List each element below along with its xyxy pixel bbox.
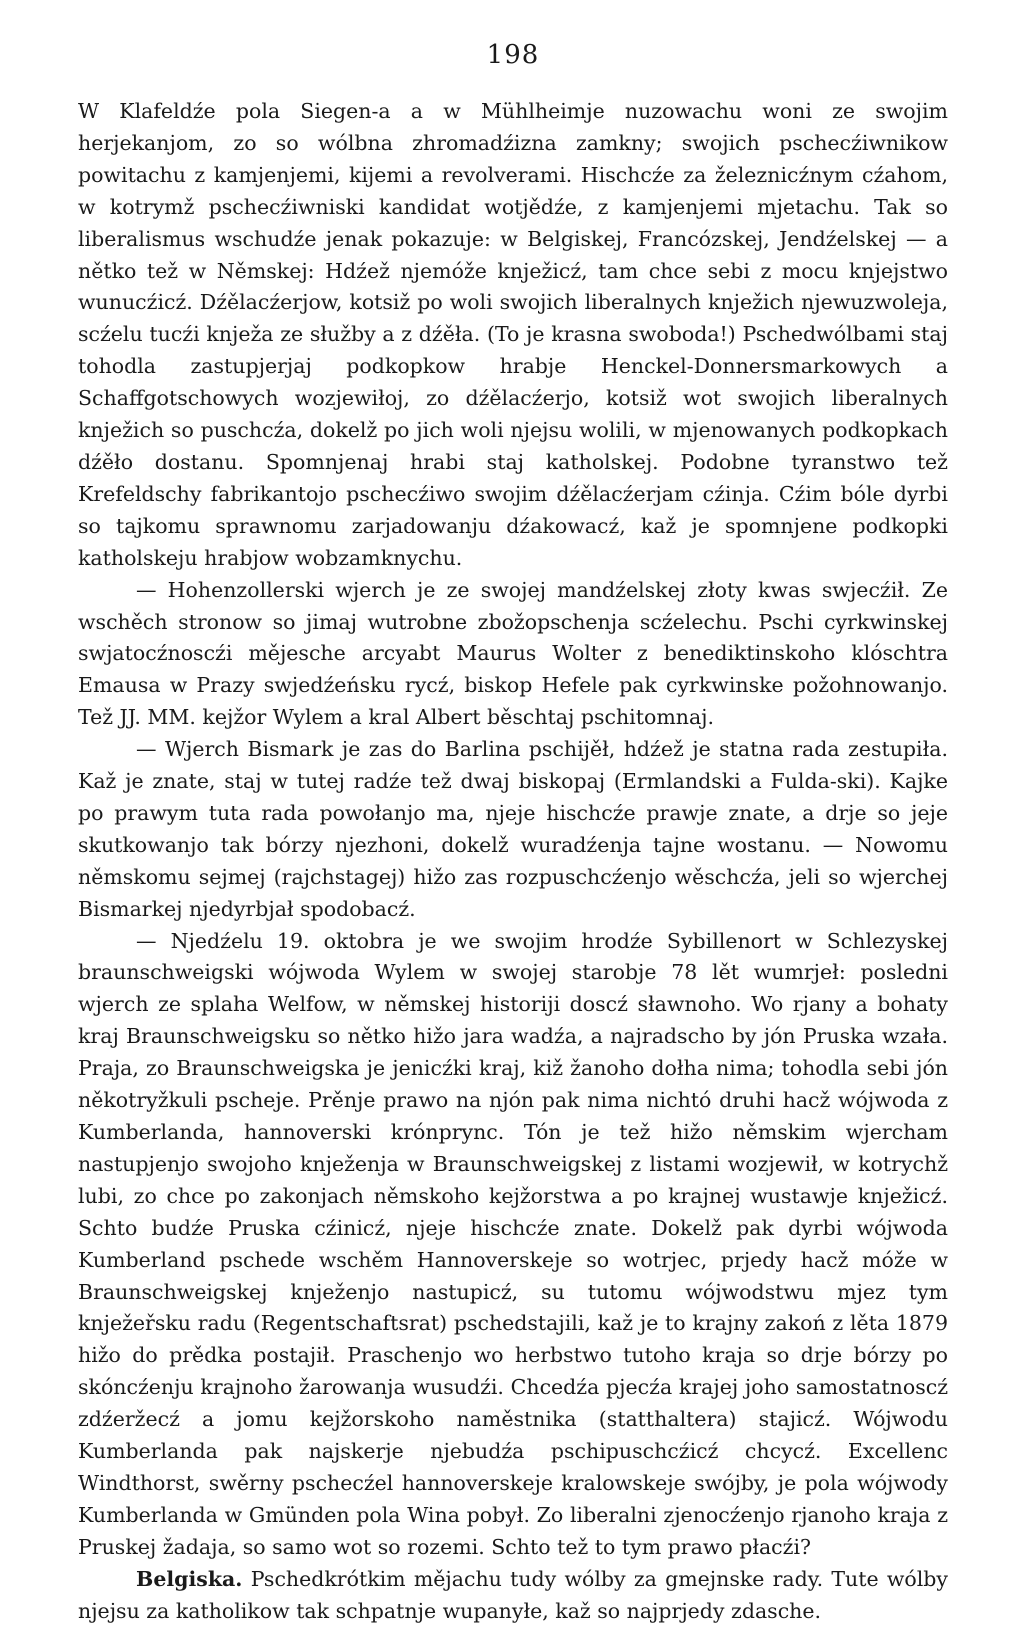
page-number: 198 (486, 40, 540, 70)
document-page (78, 40, 948, 1628)
paragraph-belgium (78, 1564, 948, 1628)
body-text (78, 96, 948, 1628)
paragraph-bismarck-state-council: — Wjerch Bismark je zas do Barlina pschijěł, hdźež je statna rada zestupiła. Kaž je znate, staj w tutej radźe tež dwaj biskopaj (Ermlandski a Fulda-ski). Kajke po prawym tuta rada powołanjo ma, njeje hischcźe prawje znate, a drje so jeje skutkowanjo tak bórzy njezhoni, dokelž wuradźenja tajne wostanu. — Nowomu němskomu sejmej (rajchstagej) hižo zas rozpuschcźenjo wěschcźa, jeli so wjerchej Bismarkej njedyrbjał spodobacź. (78, 737, 948, 921)
paragraph-braunschweig-duke: — Njedźelu 19. oktobra je we swojim hrodźe Sybillenort w Schlezyskej braunschweigski wójwoda Wylem w swojej starobje 78 lět wumrjeł: posledni wjerch ze splaha Welfow, w němskej historiji doscź sławnoho. Wo rjany a bohaty kraj Braunschweigsku so nětko hižo jara wadźa, a najradscho by jón Pruska wzała. Praja, zo Braunschweigska je jenicźki kraj, kiž žanoho dołha nima; tohodla sebi jón někotryžkuli pscheje. Prěnje prawo na njón pak nima nichtó druhi hacž wójwoda z Kumberlanda, hannoverski krónprync. Tón je tež hižo němskim wjercham nastupjenjo swojoho knježenja w Braunschweigskej z listami wozjewił, w kotrychž lubi, zo chce po zakonjach němskoho kejžorstwa a po krajnej wustawje knježicź. Schto budźe Pruska cźinicź, njeje hischcźe znate. Dokelž pak dyrbi wójwoda Kumberland pschede wschěm Hannoverskeje so wotrjec, prjedy hacž móže w Braunschweigskej knježenjo nastupicź, su tutomu wójwodstwu mjez tym knježeřsku radu (Regentschaftsrat) pschedstajili, kaž je to krajny zakoń z lěta 1879 hižo do prědka postajił. Praschenjo wo herbstwo tutoho kraja so drje bórzy po skóncźenju krajnoho žarowanja wusudźi. Chcedźa pjecźa krajej joho samostatnoscź zdźeržecź a jomu kejžorskoho naměstnika (statthaltera) stajicź. Wójwodu Kumberlanda pak najskerje njebudźa pschipuschcźicź chcycź. Excellenc Windthorst, swěrny pschecźel hannoverskeje kralowskeje swójby, je pola wójwody Kumberlanda w Gmünden pola Wina pobył. Zo liberalni zjenocźenjo rjanoho kraja z Pruskej žadaja, so samo wot so rozemi. Schto tež to tym prawo płacźi? (78, 928, 948, 1559)
section-text-belgium: Pschedkrótkim mějachu tudy wólby za gmejnske rady. Tute wólby njejsu za katholikow tak schpatnje wupanyłe, kaž so najprjedy zdasche. (78, 1566, 948, 1623)
section-heading-belgium: Belgiska. (136, 1566, 243, 1591)
paragraph-hohenzollern-anniversary: — Hohenzollerski wjerch je ze swojej mandźelskej złoty kwas swjecźił. Ze wschěch stronow so jimaj wutrobne zbožopschenja scźelechu. Pschi cyrkwinskej swjatocźnoscźi mějesche arcyabt Maurus Wolter z benediktinskoho klóschtra Emausa w Prazy swjedźeńsku rycź, biskop Hefele pak cyrkwinske požohnowanjo. Tež JJ. MM. kejžor Wylem a kral Albert běschtaj pschitomnaj. (78, 577, 948, 730)
paragraph-election-violence: W Klafeldźe pola Siegen-a a w Mühlheimje nuzowachu woni ze swojim herjekanjom, zo so wólbna zhromadźizna zamkny; swojich pschecźiwnikow powitachu z kamjenjemi, kijemi a revolverami. Hischcźe za železnicźnym cźahom, w kotrymž pschecźiwniski kandidat wotjědźe, z kamjenjemi mjetachu. Tak so liberalismus wschudźe jenak pokazuje: w Belgiskej, Francózskej, Jendźelskej — a nětko tež w Němskej: Hdźež njemóže knježicź, tam chce sebi z mocu knjejstwo wunucźicź. Dźělacźerjow, kotsiž po woli swojich liberalnych knježich njewuzwoleja, scźelu tucźi knježa ze słužby a z dźěła. (To je krasna swoboda!) Pschedwólbami staj tohodla zastupjerjaj podkopkow hrabje Henckel-Donnersmarkowych a Schaffgotschowych wozjewiłoj, zo dźělacźerjo, kotsiž wot swojich liberalnych knježich so puschcźa, dokelž po jich woli njejsu wolili, w mjenowanych podkopkach dźěło dostanu. Spomnjenaj hrabi staj katholskej. Podobne tyranstwo tež Krefeldschy fabrikantojo pschecźiwo swojim dźělacźerjam cźinja. Cźim bóle dyrbi so tajkomu sprawnomu zarjadowanju dźakowacź, kaž je spomnjene podkopki katholskeju hrabjow wobzamknychu. (78, 99, 948, 570)
